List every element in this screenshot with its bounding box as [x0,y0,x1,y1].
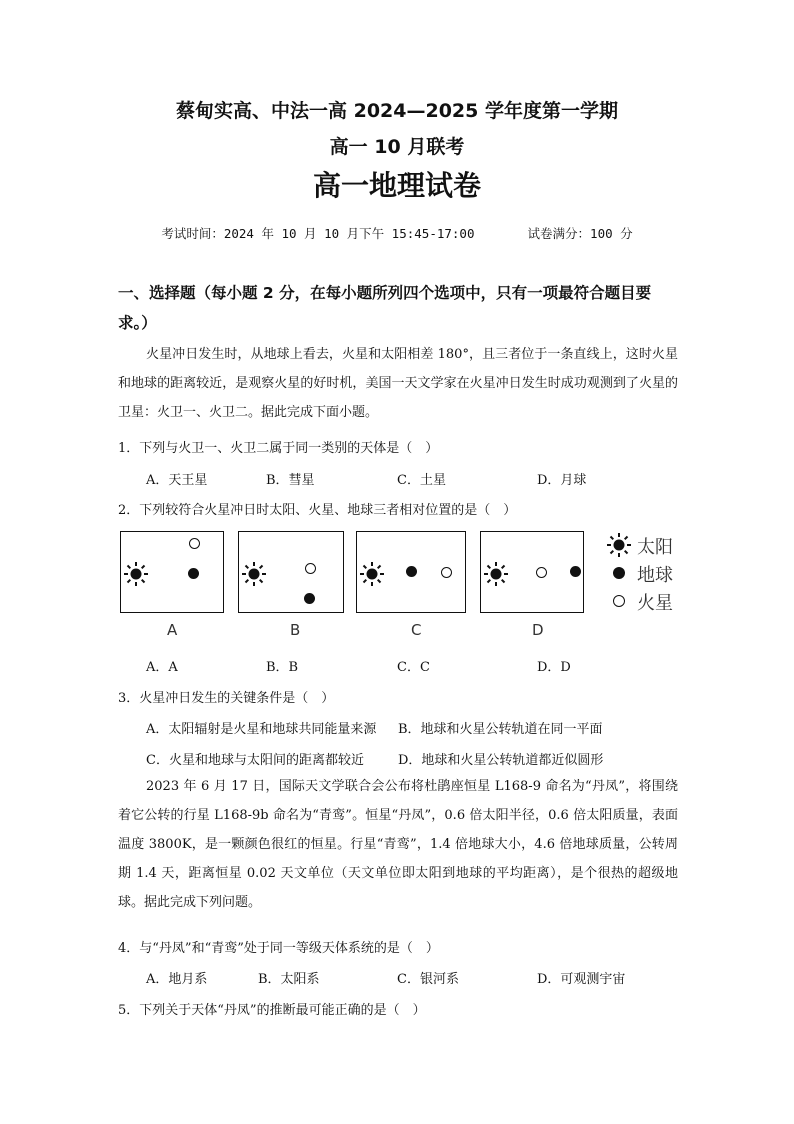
figure-label-a: A [167,621,178,639]
legend-earth-label: 地球 [637,565,673,586]
question-1-stem: 1．下列与火卫一、火卫二属于同一类别的天体是（ ） [118,441,439,456]
exam-title-school: 蔡甸实高、中法一高 2024—2025 学年度第一学期 [176,100,618,122]
q1-option-a[interactable]: A．天王星 [146,473,208,488]
legend-mars-marker [613,595,625,607]
q3-option-b[interactable]: B．地球和火星公转轨道在同一平面 [398,722,603,737]
question-4-stem: 4．与“丹凤”和“青鸾”处于同一等级天体系统的是（ ） [118,941,439,956]
q4-option-d[interactable]: D．可观测宇宙 [537,972,626,987]
q2-option-b[interactable]: B．B [266,660,299,675]
figure-label-c: C [411,621,422,639]
sun-icon [123,561,149,587]
mars-marker [441,567,452,578]
exam-time: 考试时间：2024 年 10 月 10 月下午 15:45-17:00 [161,226,475,241]
exam-title-session: 高一 10 月联考 [329,136,465,158]
earth-marker [570,566,581,577]
q1-option-d[interactable]: D．月球 [537,473,587,488]
material-passage-1 [118,340,678,427]
figure-box-c [356,531,466,613]
mars-marker [305,563,316,574]
question-5-stem: 5．下列关于天体“丹凤”的推断最可能正确的是（ ） [118,1003,426,1018]
full-score: 试卷满分：100 分 [527,226,633,241]
mars-marker [189,538,200,549]
q2-option-d[interactable]: D．D [537,660,571,675]
legend-earth-marker [613,567,625,579]
sun-icon [483,561,509,587]
q4-option-b[interactable]: B．太阳系 [258,972,320,987]
q3-option-d[interactable]: D．地球和火星公转轨道都近似圆形 [398,753,604,768]
q4-option-a[interactable]: A．地月系 [146,972,208,987]
earth-marker [304,593,315,604]
figure-box-b [238,531,344,613]
material-1-text: 火星冲日发生时，从地球上看去，火星和太阳相差 180°，且三者位于一条直线上，这时火星和地球的距离较近，是观察火星的好时机，美国一天文学家在火星冲日发生时成功观测到了火星的卫星：火卫一、火卫二。据此完成下面小题。 [118,347,678,420]
figure-label-b: B [290,621,301,639]
q1-option-c[interactable]: C．土星 [397,473,446,488]
legend-mars-label: 火星 [637,593,673,614]
question-2-stem: 2．下列较符合火星冲日时太阳、火星、地球三者相对位置的是（ ） [118,503,517,518]
sun-icon [359,561,385,587]
q3-option-c[interactable]: C．火星和地球与太阳间的距离都较近 [146,753,364,768]
question-3-stem: 3．火星冲日发生的关键条件是（ ） [118,691,335,706]
material-passage-2 [118,772,678,917]
earth-marker [188,568,199,579]
exam-info [0,224,794,242]
q3-option-a[interactable]: A．太阳辐射是火星和地球共同能量来源 [146,722,377,737]
mars-marker [536,567,547,578]
exam-title-subject: 高一地理试卷 [312,169,481,202]
sun-icon [606,532,632,558]
legend-sun-label: 太阳 [637,537,673,558]
sun-icon [241,561,267,587]
figure-label-d: D [532,621,544,639]
section-heading: 一、选择题（每小题 2 分，在每小题所列四个选项中，只有一项最符合题目要求。） [118,284,652,332]
figure-box-d [480,531,584,613]
q2-option-a[interactable]: A．A [146,660,178,675]
q1-option-b[interactable]: B．彗星 [266,473,315,488]
q4-option-c[interactable]: C．银河系 [397,972,459,987]
material-2-text: 2023 年 6 月 17 日，国际天文学联合会公布将杜鹃座恒星 L168-9 命名为“丹凤”，将围绕着它公转的行星 L168-9b 命名为“青鸾”。恒星“丹凤”，0.6 倍太阳半径，0.6 倍太阳质量，表面温度 3800K，是一颗颜色很红的恒星。行星“青鸾”，1.4 倍地球大小，4.6 倍地球质量，公转周期 1.4 天，距离恒星 0.02 天文单位（天文单位即太阳到地球的平均距离），是个很热的超级地球。据此完成下列问题。 [118,779,678,910]
earth-marker [406,566,417,577]
figure-box-a [120,531,224,613]
q2-option-c[interactable]: C．C [397,660,430,675]
